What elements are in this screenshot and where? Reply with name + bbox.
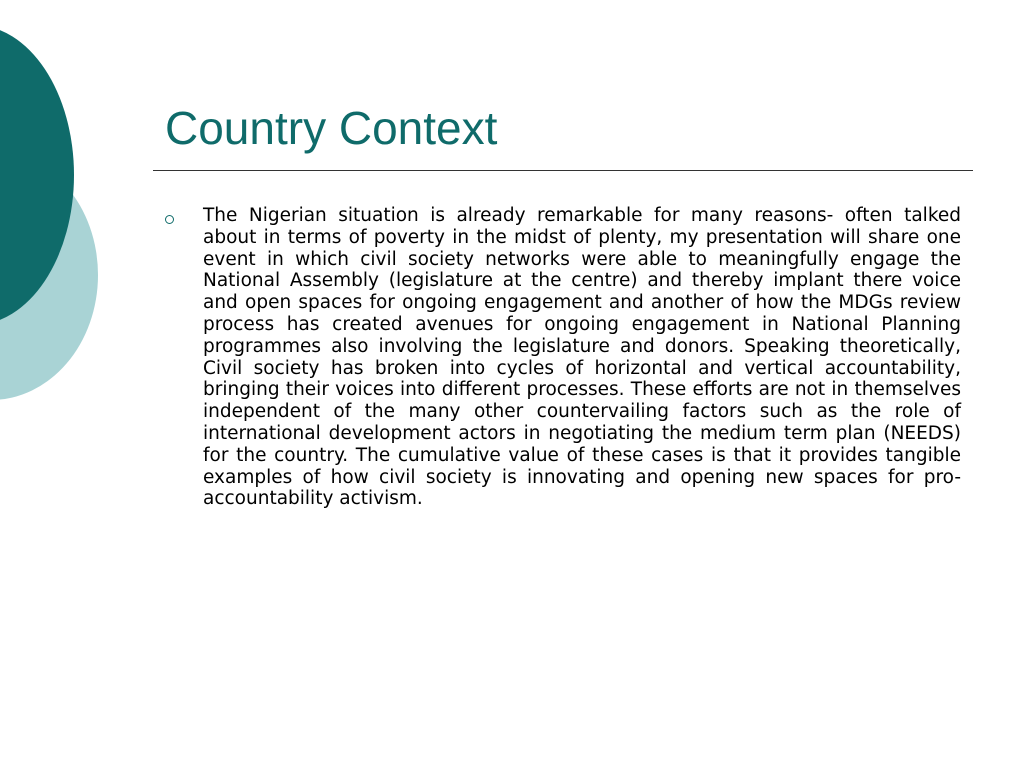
title-divider — [153, 170, 973, 171]
bullet-text: The Nigerian situation is already remarkable for many reasons- often talked about in terms of poverty in the midst of plenty, my presentation will share one event in which civil society networks were able to meaningfully engage the National Assembly (legislature at the centre) and thereby implant there voice and open spaces for ongoing engagement and another of how the MDGs review process has created avenues for ongoing engagement in National Planning programmes also involving the legislature and donors. Speaking theoretically, Civil society has broken into cycles of horizontal and vertical accountability, bringing their voices into different processes. These efforts are not in themselves independent of the many other countervailing factors such as the role of international development actors in negotiating the medium term plan (NEEDS) for the country. The cumulative value of these cases is that it provides tangible examples of how civil society is innovating and opening new spaces for pro-accountability activism. — [203, 205, 961, 510]
slide-title: Country Context — [165, 102, 498, 154]
hollow-circle-bullet-icon — [165, 215, 174, 224]
